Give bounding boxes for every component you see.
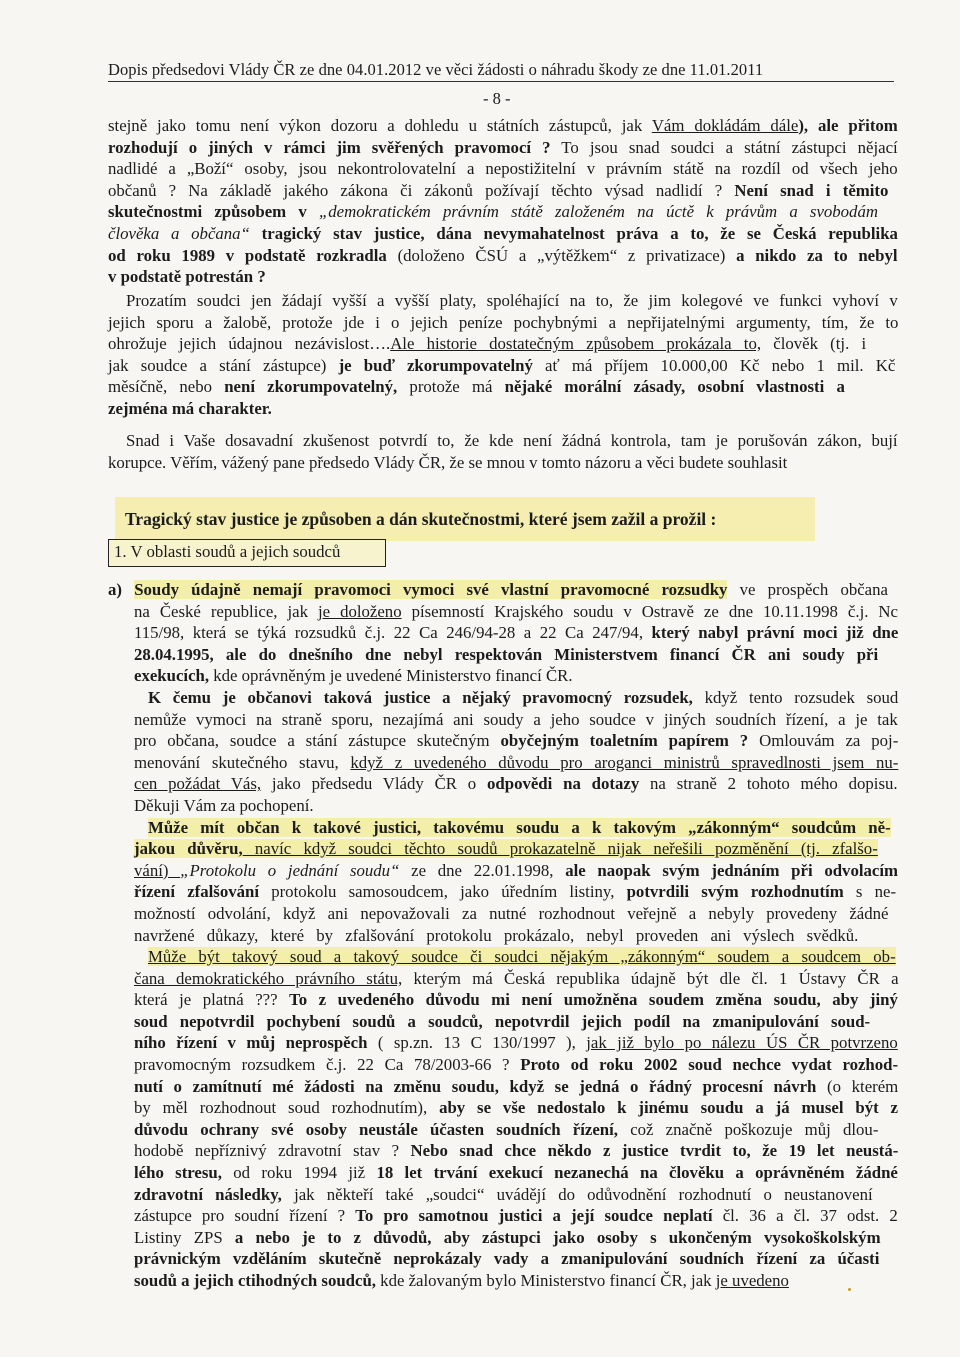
item-a-block bbox=[108, 579, 898, 1292]
text-line: na České republice, jak je doloženo písemností Krajského soudu v Ostravě ze dne 10.11.1998 č.j. Nc bbox=[134, 601, 898, 621]
text-line: nadlidé a „Boží“ osoby, jsou nekontrolovatelní a nepostižitelní v právním státě na rozdíl od všech jeho bbox=[108, 159, 898, 179]
text-line: Děkuji Vám za pochopení. bbox=[134, 795, 314, 815]
text-line: člověka a občana“ tragický stav justice, dána nevymahatelnost práva a to, že se Česká republika bbox=[108, 223, 898, 243]
text-line: občanů ? Na základě jakého zákona či zákonů požívají těchto výsad nadlidí ? Není snad i těmito bbox=[108, 180, 889, 200]
text-line: jakou důvěru, navíc když soudci těchto soudů prokazatelně nijak neřešili pozměnění (tj. zfalšo- bbox=[134, 839, 878, 859]
text-line: řízení zfalšování protokolu samosoudcem, jako úředním listiny, potvrdili svým rozhodnutím s ne- bbox=[134, 882, 897, 902]
text-line: měsíčně, nebo není zkorumpovatelný, protože má nějaké morální zásady, osobní vlastnosti a bbox=[108, 377, 845, 397]
text-line: důvodu ochrany své osoby neustále účasten soudních řízení, což značně poškozuje můj dlou- bbox=[134, 1119, 879, 1139]
text-line: jak soudce a stání zástupce) je buď zkorumpovatelný ať má příjem 10.000,00 Kč nebo 1 mil. Kč bbox=[108, 355, 896, 375]
text-line: jejich sporu a žalobě, protože jde i o jejich peníze pochybnými a nepřijatelnými argumenty, tím, že to bbox=[108, 312, 899, 332]
text-line: hodobě nepříznivý zdravotní stav ? Nebo snad chce někdo z justice tvrdit to, že 19 let neustá- bbox=[134, 1141, 899, 1161]
text-line: nemůže vymoci na straně sporu, nezajímá ani soudy a jeho soudce v jiných soudních řízení, a je tak bbox=[134, 709, 898, 729]
text-line: K čemu je občanovi taková justice a nějaký pravomocný rozsudek, když tento rozsudek soud bbox=[148, 687, 899, 707]
text-line: stejně jako tomu není výkon dozoru a dohledu u státních zástupců, jak Vám dokládám dále), ale přitom bbox=[108, 116, 898, 135]
text-line: soudů a jejich ctihodných soudců, kde žalovaným bylo Ministerstvo financí ČR, jak je uvedeno bbox=[134, 1271, 789, 1290]
text-line: by měl rozhodnout soud rozhodnutím), aby se vše nedostalo k jinému soudu a já musel být z bbox=[134, 1098, 899, 1118]
text-line: korupce. Věřím, vážený pane předsedo Vlády ČR, že se mnou v tomto názoru a věci budete souhlasit bbox=[108, 452, 788, 472]
text-line: Prozatím soudci jen žádají vyšší a vyšší platy, spoléhající na to, že jim kolegové ve funkci vyhoví v bbox=[126, 291, 898, 310]
text-line: a) Soudy údajně nemají pravomoci vymoci své vlastní pravomocné rozsudky ve prospěch občana bbox=[108, 580, 888, 599]
text-line: zdravotní následky, jak někteří také „soudci“ uvádějí do odůvodnění rozhodnutí o neustanovení bbox=[134, 1184, 873, 1204]
paragraph-corruption bbox=[108, 430, 898, 473]
text-line: cen požádat Vás, jako předsedu Vlády ČR o odpovědi na dotazy na straně 2 tohoto mého dopisu. bbox=[134, 774, 898, 794]
text-line: exekucích, kde oprávněným je uvedené Ministerstvo financí ČR. bbox=[134, 666, 573, 686]
text-line: Může být takový soud a takový soudce či soudci nějakým „zákonným“ soudem a soudcem ob- bbox=[148, 947, 896, 967]
header-rule bbox=[108, 81, 894, 82]
text-line: menování skutečného stavu, když z uvedeného důvodu pro aroganci ministrů spravedlnosti jsem nu- bbox=[134, 752, 899, 772]
text-line: Může mít občan k takové justici, takovému soudu a k takovým „zákonným“ soudcům ně- bbox=[148, 817, 891, 837]
text-line: rozhodují o jiných v rámci jim svěřených pravomocí ? To jsou snad soudci a státní zástupci nějací bbox=[108, 137, 898, 157]
section-heading: Tragický stav justice je způsoben a dán skutečnostmi, které jsem zažil a prožil : bbox=[115, 497, 815, 541]
text-line: vání) „Protokolu o jednání soudu“ ze dne 22.01.1998, ale naopak svým jednáním při odvolacím bbox=[134, 860, 898, 880]
text-line: možností odvolání, když ani nepovažovali za nutné rozhodnout veřejně a nebyly provedeny žádné bbox=[134, 903, 889, 923]
text-line: 115/98, která se týká rozsudků č.j. 22 Ca 246/94-28 a 22 Ca 247/94, který nabyl právní moci již dne bbox=[134, 623, 899, 643]
text-line: čana demokratického právního státu, kterým má Česká republika údajně být dle čl. 1 Ústavy ČR a bbox=[134, 968, 899, 988]
text-line: ního řízení v můj neprospěch ( sp.zn. 13 C 130/1997 ), jak již bylo po nálezu ÚS ČR potvrzeno bbox=[134, 1033, 898, 1053]
text-line: v podstatě potrestán ? bbox=[108, 267, 266, 287]
text-line: navržené důkazy, které by zfalšování protokolu prokázalo, nebyl proveden ani výslech svědků. bbox=[134, 925, 859, 945]
text-line: Snad i Vaše dosavadní zkušenost potvrdí to, že kde není žádná kontrola, tam je porušován zákon, bují bbox=[126, 431, 898, 450]
scan-speck bbox=[848, 1288, 851, 1291]
text-line: ohrožuje jejich údajnou nezávislost….Ale historie dostatečným způsobem prokázala to, člověk (tj. i bbox=[108, 334, 867, 354]
text-line: která je platná ??? To z uvedeného důvodu mi není umožněna soudem změna soudu, aby jiný bbox=[134, 990, 898, 1010]
intro-paragraph bbox=[108, 115, 898, 288]
text-line: nutí o zamítnutí mé žádosti na změnu soudu, když se jedná o řádný procesní návrh (o kterém bbox=[134, 1076, 899, 1096]
text-line: skutečnostmi způsobem v „demokratickém právním státě založeném na úctě k právům a svobodám bbox=[108, 202, 878, 222]
text-line: od roku 1989 v podstatě rozkradla (doloženo ČSÚ a „výtěžkem“ z privatizace) a nikdo za to nebyl bbox=[108, 245, 898, 265]
text-line: lého stresu, od roku 1994 již 18 let trvání exekucí nezanechá na člověku a oprávněném žádné bbox=[134, 1163, 898, 1183]
text-line: pro občana, soudce a stání zástupce skutečným obyčejným toaletním papírem ? Omlouvám za poj- bbox=[134, 731, 899, 751]
text-line: soud nepotvrdil pochybení soudů a soudců, nepotvrdil jejich podíl na zmanipulování soud- bbox=[134, 1011, 871, 1031]
text-line: zejména má charakter. bbox=[108, 398, 272, 418]
text-line: 28.04.1995, ale do dnešního dne nebyl respektován Ministerstvem financí ČR ani soudy při bbox=[134, 644, 879, 664]
page-number: - 8 - bbox=[483, 89, 511, 108]
subsection-box: 1. V oblasti soudů a jejich soudců bbox=[108, 539, 386, 567]
paragraph-salaries bbox=[108, 290, 898, 420]
text-line: pravomocným rozsudkem č.j. 22 Ca 78/2003-66 ? Proto od roku 2002 soud nechce vydat rozhod- bbox=[134, 1055, 899, 1075]
document-header: Dopis předsedovi Vlády ČR ze dne 04.01.2012 ve věci žádosti o náhradu škody ze dne 11.01.2011 bbox=[108, 60, 764, 79]
text-line: zástupce pro soudní řízení ? To pro samotnou justici a její soudce neplatí čl. 36 a čl. 37 odst. 2 bbox=[134, 1206, 898, 1226]
text-line: Listiny ZPS a nebo je to z důvodů, aby zástupci jako osoby s ukončeným vysokoškolským bbox=[134, 1227, 881, 1247]
text-line: právnickým vzděláním skutečně neprokázaly vady a zmanipulování soudních řízení za účasti bbox=[134, 1249, 880, 1269]
